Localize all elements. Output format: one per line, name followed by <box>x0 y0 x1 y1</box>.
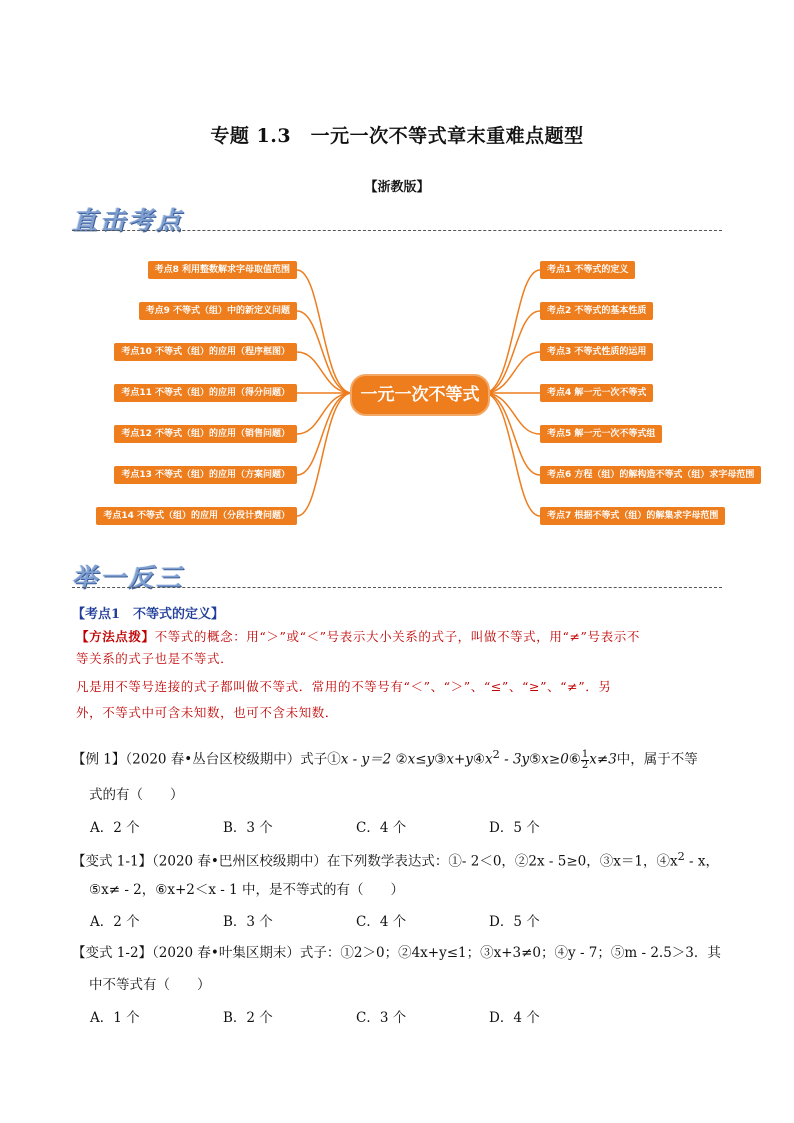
option-b: B．3 个 <box>223 914 273 930</box>
mindmap-right-node: 考点2 不等式的基本性质 <box>540 302 653 320</box>
mindmap-left-node: 考点10 不等式（组）的应用（程序框图） <box>114 343 297 361</box>
banner-text: 直击考点 <box>72 206 185 235</box>
item-marker: ② <box>395 751 408 768</box>
divider <box>72 230 722 231</box>
question-label: 【变式 1-1】 <box>72 853 153 870</box>
expression: x <box>485 751 493 768</box>
method-line: 外，不等式中可含未知数，也可不含未知数． <box>76 705 339 720</box>
example-1-options <box>90 816 690 836</box>
mindmap-connector <box>297 393 352 475</box>
question-text: （2020 春•叶集区期末）式子：①2＞0；②4x+y≤1；③x+3≠0；④y - 7；⑤m - 2.5＞3．其 <box>152 945 721 961</box>
mindmap-left-node: 考点12 不等式（组）的应用（销售问题） <box>114 425 297 443</box>
fraction-denominator: 2 <box>581 759 589 771</box>
divider <box>72 587 722 588</box>
method-tag: 【方法点拨】 <box>76 629 155 644</box>
page-title: 专题 1.3 一元一次不等式章末重难点题型 <box>210 125 584 147</box>
method-tip <box>76 626 726 724</box>
fraction-numerator: 1 <box>581 748 589 760</box>
question-text: 中，属于不等 <box>616 751 698 768</box>
expression: x≥0 <box>541 751 569 768</box>
method-line: 等关系的式子也是不等式． <box>76 651 234 666</box>
question-label: 【变式 1-2】 <box>72 945 153 961</box>
mindmap <box>0 245 794 535</box>
question-label: 【例 1】 <box>72 751 126 768</box>
item-marker: ④ <box>472 751 485 768</box>
variant-1-2-options <box>90 1006 690 1026</box>
option-d: D．5 个 <box>489 820 540 836</box>
mindmap-left-node: 考点14 不等式（组）的应用（分段计费问题） <box>96 507 297 525</box>
option-a: A．2 个 <box>90 820 140 836</box>
mindmap-left-node: 考点8 利用整数解求字母取值范围 <box>148 261 297 279</box>
option-d: D．4 个 <box>489 1010 540 1026</box>
edition-label: 【浙教版】 <box>364 180 430 195</box>
expression: - 3y <box>499 751 530 768</box>
mindmap-right-node: 考点5 解一元一次不等式组 <box>540 425 662 443</box>
option-a: A．2 个 <box>90 914 140 930</box>
option-b: B．3 个 <box>223 820 273 836</box>
section-banner-kaodian <box>72 201 722 235</box>
item-marker: ① <box>327 751 341 768</box>
mindmap-right-node: 考点6 方程（组）的解构造不等式（组）求字母范围 <box>540 466 761 484</box>
section-banner-juyi <box>72 558 722 592</box>
question-text: 中不等式有（ ） <box>89 977 211 993</box>
question-source: （2020 春•丛台区校级期中）式子 <box>125 751 328 768</box>
question-text: ⑤x≠ - 2，⑥x+2＜x - 1 中，是不等式的有（ ） <box>89 881 405 898</box>
exponent: 2 <box>492 748 500 761</box>
method-line: 不等式的概念：用“＞”或“＜”号表示大小关系的式子，叫做不等式，用“≠”号表示不 <box>154 629 640 644</box>
expression: x+y <box>446 751 473 768</box>
mindmap-left-node: 考点9 不等式（组）中的新定义问题 <box>139 302 297 320</box>
option-d: D．5 个 <box>489 914 540 930</box>
mindmap-right-node: 考点3 不等式性质的运用 <box>540 343 653 361</box>
expression: x - y＝2 <box>340 751 392 768</box>
mindmap-right-node: 考点1 不等式的定义 <box>540 261 635 279</box>
mindmap-left-node: 考点13 不等式（组）的应用（方案问题） <box>114 466 297 484</box>
item-marker: ⑤ <box>529 751 542 768</box>
variant-1-1 <box>72 846 732 901</box>
kaodian1-heading: 【考点1 不等式的定义】 <box>72 607 225 622</box>
option-b: B．2 个 <box>223 1010 273 1026</box>
expression: x≤y <box>407 751 435 768</box>
option-c: C．4 个 <box>356 820 407 836</box>
option-c: C．3 个 <box>356 1010 407 1026</box>
mindmap-connector <box>297 311 352 393</box>
mindmap-connector <box>484 311 540 393</box>
item-marker: ⑥ <box>568 751 581 768</box>
example-1 <box>72 744 732 806</box>
option-c: C．4 个 <box>356 914 407 930</box>
mindmap-right-node: 考点7 根据不等式（组）的解集求字母范围 <box>540 507 725 525</box>
variant-1-1-options <box>90 910 690 930</box>
method-line: 凡是用不等号连接的式子都叫做不等式．常用的不等号有“＜”、“＞”、“≤”、“≥”、“≠”．另 <box>76 679 612 694</box>
question-text: （2020 春•巴州区校级期中）在下列数学表达式：①- 2＜0，②2x - 5≥0，③x＝1，④x <box>152 853 678 870</box>
option-a: A．1 个 <box>90 1010 140 1026</box>
mindmap-connector <box>484 393 540 475</box>
question-text: 式的有（ ） <box>89 786 184 803</box>
exponent: 2 <box>677 850 685 863</box>
variant-1-2 <box>72 942 732 996</box>
mindmap-right-node: 考点4 解一元一次不等式 <box>540 384 653 402</box>
question-text: - x， <box>684 853 720 870</box>
mindmap-center: 一元一次不等式 <box>350 374 490 416</box>
mindmap-left-node: 考点11 不等式（组）的应用（得分问题） <box>114 384 297 402</box>
banner-text: 举一反三 <box>72 563 185 592</box>
item-marker: ③ <box>434 751 447 768</box>
expression: x≠3 <box>589 751 617 768</box>
